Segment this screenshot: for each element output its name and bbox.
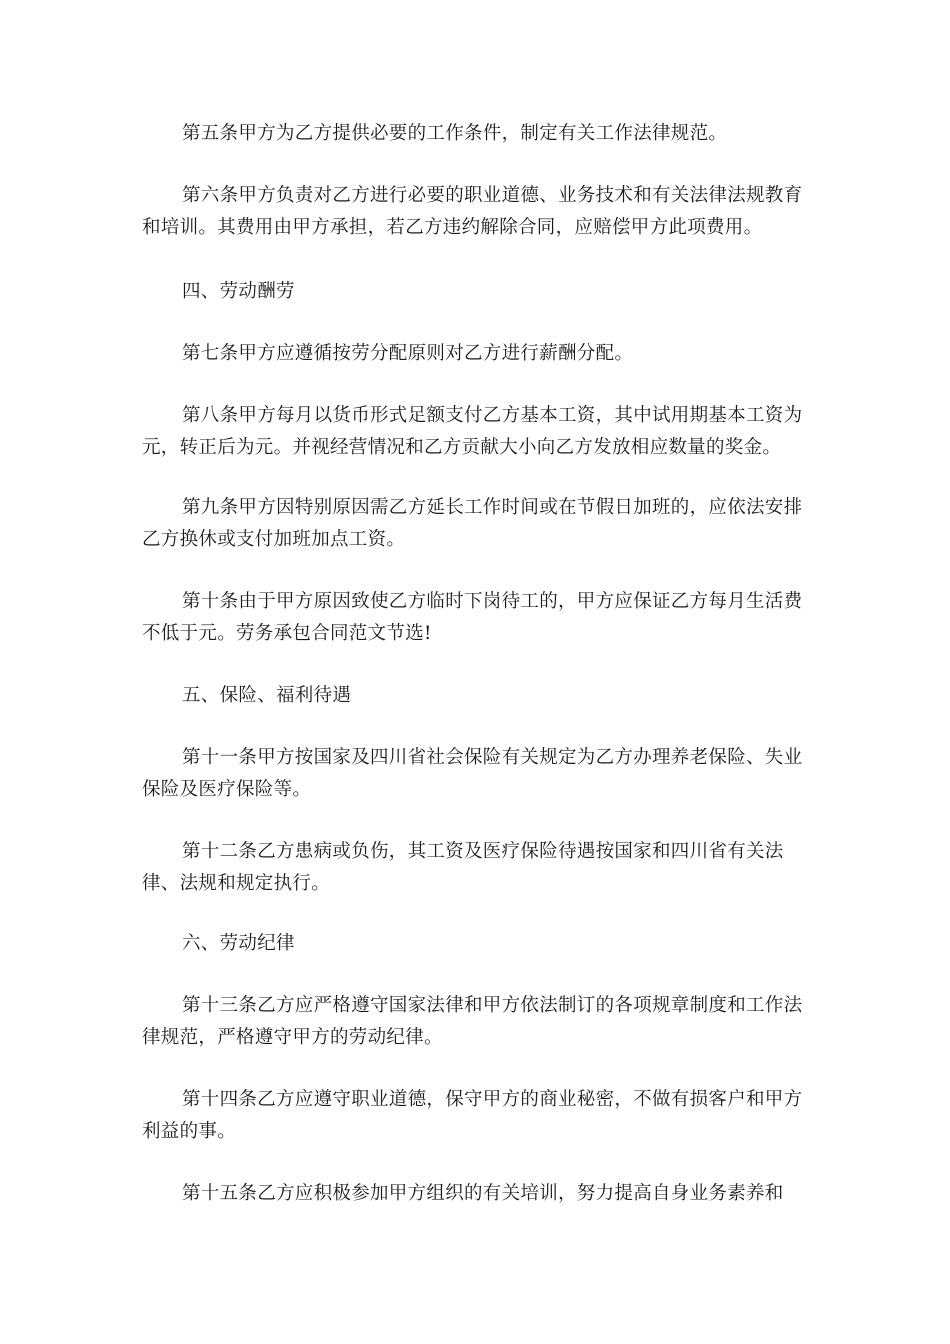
section-heading-5: 五、保险、福利待遇: [182, 685, 352, 706]
article-13: 第十三条乙方应严格遵守国家法律和甲方依法制订的各项规章制度和工作法律规范，严格遵守甲方的劳动纪律。: [142, 995, 803, 1048]
article-7: 第七条甲方应遵循按劳分配原则对乙方进行薪酬分配。: [182, 343, 634, 364]
article-6: 第六条甲方负责对乙方进行必要的职业道德、业务技术和有关法律法规教育和培训。其费用由甲方承担，若乙方违约解除合同，应赔偿甲方此项费用。: [142, 185, 803, 238]
article-14: 第十四条乙方应遵守职业道德，保守甲方的商业秘密，不做有损客户和甲方利益的事。: [142, 1089, 803, 1142]
article-15: 第十五条乙方应积极参加甲方组织的有关培训，努力提高自身业务素养和: [182, 1183, 784, 1204]
section-heading-4: 四、劳动酬劳: [182, 281, 295, 302]
article-8: 第八条甲方每月以货币形式足额支付乙方基本工资，其中试用期基本工资为元，转正后为元。并视经营情况和乙方贡献大小向乙方发放相应数量的奖金。: [142, 405, 803, 458]
article-10: 第十条由于甲方原因致使乙方临时下岗待工的，甲方应保证乙方每月生活费不低于元。劳务承包合同范文节选!: [142, 591, 803, 644]
article-12: 第十二条乙方患病或负伤，其工资及医疗保险待遇按国家和四川省有关法律、法规和规定执行。: [142, 841, 784, 894]
article-9: 第九条甲方因特别原因需乙方延长工作时间或在节假日加班的，应依法安排乙方换休或支付加班加点工资。: [142, 497, 803, 550]
article-11: 第十一条甲方按国家及四川省社会保险有关规定为乙方办理养老保险、失业保险及医疗保险等。: [142, 747, 803, 800]
article-5: 第五条甲方为乙方提供必要的工作条件，制定有关工作法律规范。: [182, 123, 728, 144]
section-heading-6: 六、劳动纪律: [182, 933, 295, 954]
